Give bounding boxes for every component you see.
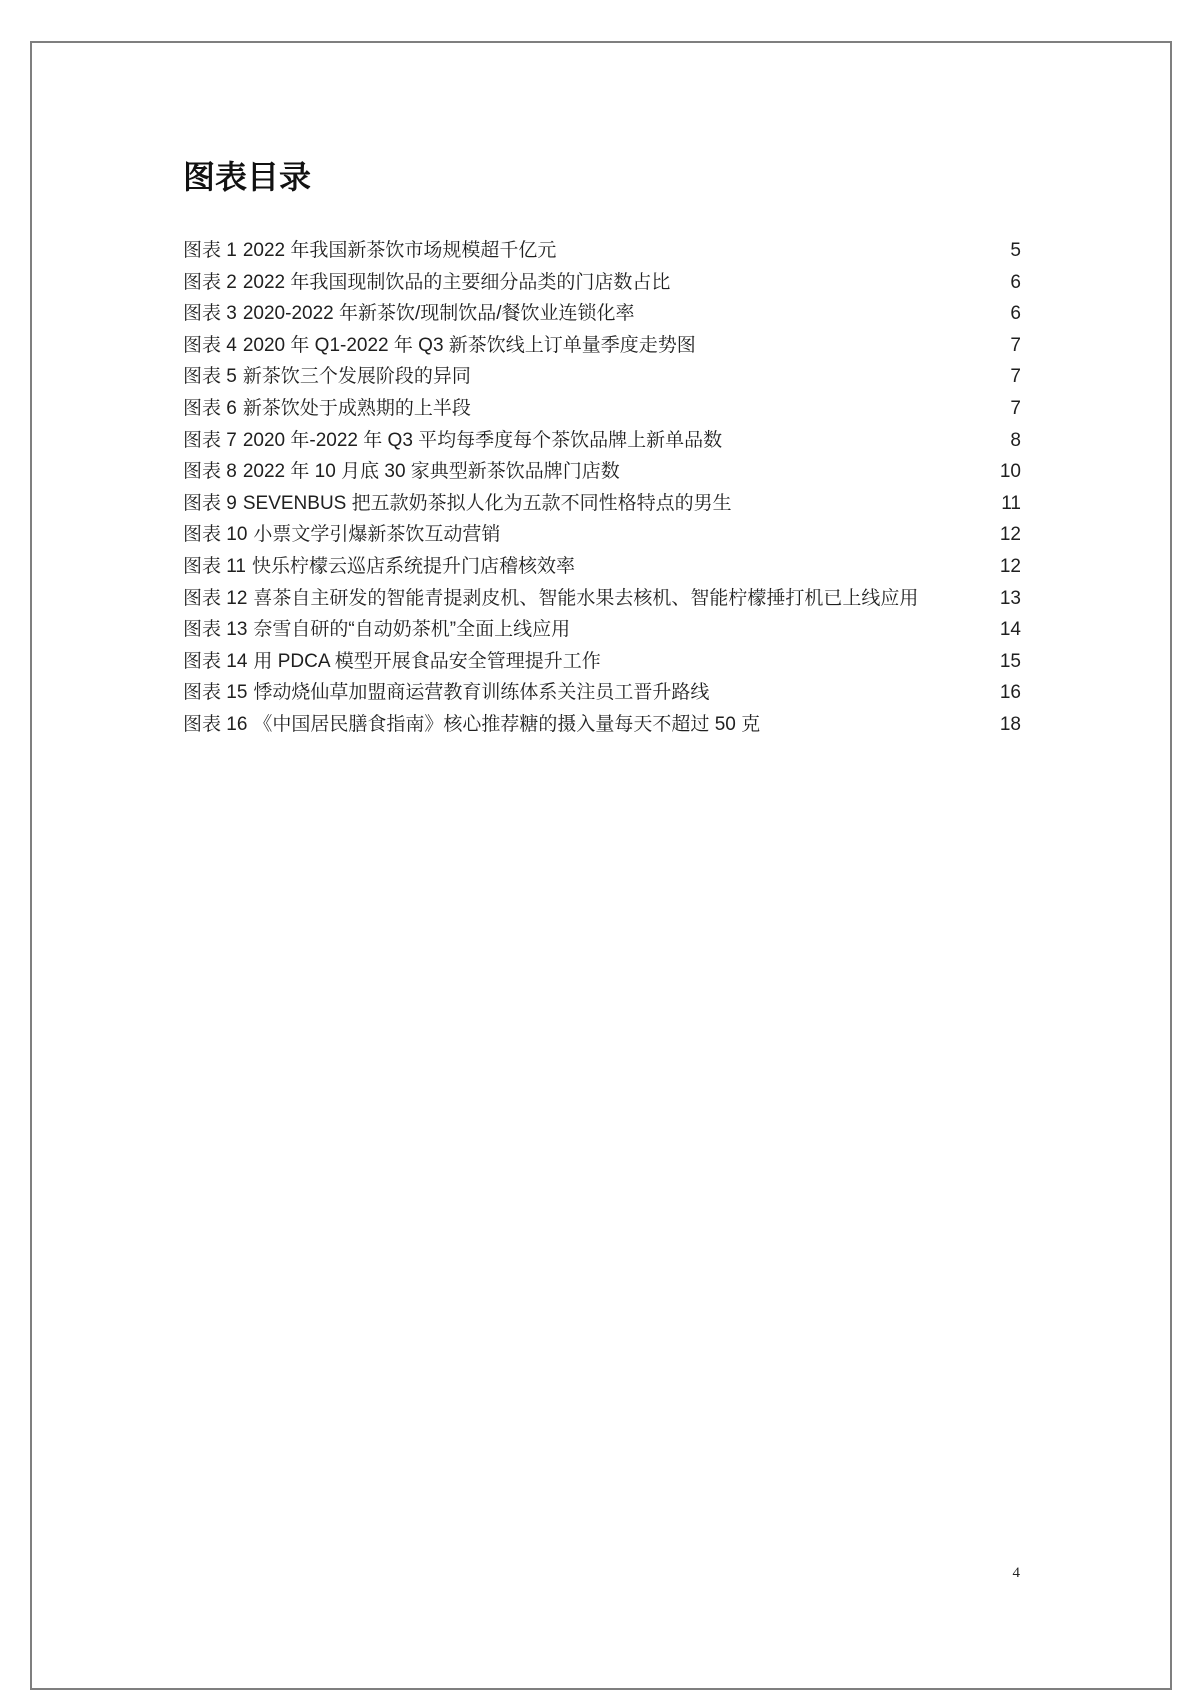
toc-entry-page-number: 12 (999, 524, 1021, 546)
toc-title: 图表目录 (183, 159, 312, 195)
toc-entry-page-number: 10 (999, 461, 1021, 483)
table-of-figures (183, 235, 1021, 741)
toc-entry-page-number: 6 (1010, 303, 1021, 325)
toc-entry-page-number: 13 (999, 587, 1021, 609)
toc-entry-caption: SEVENBUS 把五款奶茶拟人化为五款不同性格特点的男生 (242, 492, 732, 514)
toc-entry-label: 图表 16 (183, 713, 248, 735)
toc-entry-text (183, 583, 989, 615)
toc-entry-text (183, 677, 989, 709)
toc-entry[interactable] (183, 267, 1021, 299)
toc-entry-caption: 悸动烧仙草加盟商运营教育训练体系关注员工晋升路线 (253, 682, 710, 704)
toc-entry-caption: 新茶饮三个发展阶段的异同 (242, 366, 471, 388)
toc-entry-text (183, 488, 989, 520)
toc-entry-text (183, 646, 989, 678)
toc-entry-label: 图表 1 (183, 240, 237, 261)
toc-entry-text (183, 425, 989, 457)
toc-entry-page-number: 6 (1010, 271, 1021, 293)
page-number: 4 (1012, 1565, 1020, 1581)
toc-entry-label: 图表 7 (183, 429, 237, 451)
toc-entry[interactable] (183, 330, 1021, 362)
toc-entry-text (183, 361, 989, 393)
toc-entry-caption: 喜茶自主研发的智能青提剥皮机、智能水果去核机、智能柠檬捶打机已上线应用 (253, 587, 919, 609)
toc-entry-label: 图表 15 (183, 682, 248, 704)
toc-entry[interactable] (183, 583, 1021, 615)
toc-entry-caption: 奈雪自研的“自动奶茶机”全面上线应用 (253, 619, 571, 641)
toc-entry[interactable] (183, 646, 1021, 678)
toc-entry[interactable] (183, 425, 1021, 457)
toc-entry-text (183, 393, 989, 425)
toc-entry[interactable] (183, 393, 1021, 425)
toc-entry-label: 图表 12 (183, 587, 248, 609)
toc-entry[interactable] (183, 614, 1021, 646)
toc-entry-caption: 2022 年我国现制饮品的主要细分品类的门店数占比 (242, 271, 671, 293)
toc-entry-page-number: 7 (1010, 397, 1021, 419)
toc-entry-page-number: 14 (999, 619, 1021, 641)
toc-entry-caption: 2022 年 10 月底 30 家典型新茶饮品牌门店数 (242, 461, 620, 483)
toc-entry-text (183, 456, 989, 488)
toc-entry[interactable] (183, 677, 1021, 709)
toc-entry-page-number: 5 (1010, 240, 1021, 261)
toc-entry-label: 图表 2 (183, 271, 237, 293)
toc-entry-label: 图表 3 (183, 303, 237, 325)
toc-entry-page-number: 8 (1010, 429, 1021, 451)
toc-entry-page-number: 18 (999, 713, 1021, 735)
toc-entry-text (183, 298, 989, 330)
toc-entry-page-number: 11 (1001, 492, 1021, 514)
toc-entry[interactable] (183, 488, 1021, 520)
toc-entry-text (183, 519, 989, 551)
toc-entry-label: 图表 9 (183, 492, 237, 514)
toc-entry-caption: 用 PDCA 模型开展食品安全管理提升工作 (253, 650, 601, 672)
toc-entry-page-number: 7 (1010, 366, 1021, 388)
toc-entry-text (183, 551, 989, 583)
toc-entry-page-number: 7 (1010, 334, 1021, 356)
toc-entry-label: 图表 13 (183, 619, 248, 641)
toc-entry-text (183, 330, 989, 362)
toc-entry-label: 图表 4 (183, 334, 237, 356)
toc-entry[interactable] (183, 709, 1021, 741)
toc-entry-page-number: 12 (999, 555, 1021, 577)
toc-entry-text (183, 614, 989, 646)
toc-entry-caption: 新茶饮处于成熟期的上半段 (242, 397, 471, 419)
toc-entry-text (183, 235, 989, 267)
toc-entry[interactable] (183, 456, 1021, 488)
toc-entry[interactable] (183, 551, 1021, 583)
toc-entry-caption: 小票文学引爆新茶饮互动营销 (253, 524, 501, 546)
toc-entry-text (183, 267, 989, 299)
toc-entry-page-number: 16 (999, 682, 1021, 704)
toc-entry-caption: 2020-2022 年新茶饮/现制饮品/餐饮业连锁化率 (242, 303, 635, 325)
toc-entry-caption: 2022 年我国新茶饮市场规模超千亿元 (242, 240, 557, 261)
toc-entry[interactable] (183, 519, 1021, 551)
toc-entry-caption: 2020 年 Q1-2022 年 Q3 新茶饮线上订单量季度走势图 (242, 334, 696, 356)
toc-entry-caption: 快乐柠檬云巡店系统提升门店稽核效率 (252, 555, 576, 577)
toc-entry[interactable] (183, 361, 1021, 393)
toc-entry[interactable] (183, 298, 1021, 330)
toc-entry-text (183, 709, 989, 741)
toc-entry-label: 图表 5 (183, 366, 237, 388)
toc-entry-label: 图表 8 (183, 461, 237, 483)
toc-entry-label: 图表 11 (183, 555, 247, 577)
toc-entry-label: 图表 6 (183, 397, 237, 419)
toc-entry-caption: 《中国居民膳食指南》核心推荐糖的摄入量每天不超过 50 克 (253, 713, 761, 735)
toc-entry-page-number: 15 (999, 650, 1021, 672)
toc-entry[interactable] (183, 235, 1021, 267)
toc-entry-label: 图表 10 (183, 524, 248, 546)
toc-entry-label: 图表 14 (183, 650, 248, 672)
toc-entry-caption: 2020 年-2022 年 Q3 平均每季度每个茶饮品牌上新单品数 (242, 429, 723, 451)
